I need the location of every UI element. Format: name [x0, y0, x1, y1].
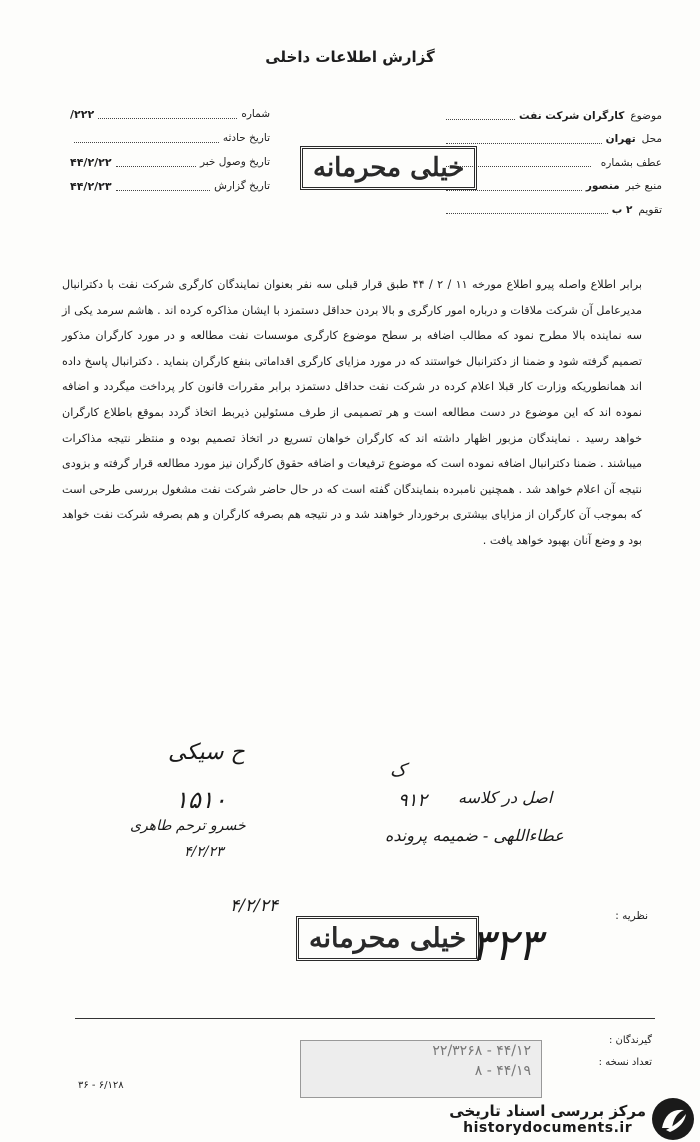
- watermark-text: [449, 1102, 646, 1136]
- meta-number-row: [70, 102, 270, 126]
- incident-date-label: تاریخ حادثه: [222, 132, 270, 144]
- evaluation-label: تقویم: [638, 203, 662, 216]
- dotted-line: [446, 135, 602, 144]
- watermark-line-1: مرکز بررسی اسناد تاریخی: [449, 1102, 646, 1120]
- meta-subject-row: [442, 104, 662, 128]
- dotted-line: [446, 111, 515, 120]
- number-label: شماره: [241, 108, 270, 120]
- evaluation-value: ۲ ب: [611, 203, 633, 216]
- distribution-stamp-box: [300, 1040, 542, 1098]
- report-date-label: تاریخ گزارش: [214, 180, 270, 192]
- number-value: ۲۲۲/: [70, 107, 95, 121]
- location-value: تهران: [605, 133, 636, 146]
- reference-label: عطف بشماره: [600, 156, 662, 169]
- meta-evaluation-row: [442, 198, 662, 222]
- dotted-line: [116, 182, 211, 191]
- recipients-block: [599, 1030, 652, 1074]
- meta-left-block: [70, 102, 270, 198]
- meta-incident-date-row: [70, 126, 270, 150]
- copies-label: تعداد نسخه :: [598, 1057, 652, 1068]
- location-label: محل: [641, 133, 662, 146]
- subject-label: موضوع: [630, 109, 662, 122]
- handwritten-date-2: ۴/۲/۲۴: [230, 896, 278, 916]
- meta-report-date-row: [70, 174, 270, 198]
- subject-value: کارگران شرکت نفت: [519, 109, 625, 122]
- document-code: ۳۶ - ۶/۱۲۸: [78, 1080, 124, 1091]
- dotted-line: [74, 134, 219, 143]
- distribution-line-1: ۲۲/۳۲۶۸ - ۴۴/۱۲: [432, 1043, 531, 1059]
- handwritten-signature: ح سیکی: [168, 740, 245, 765]
- handwritten-date: ۴/۲/۲۳: [184, 844, 224, 860]
- watermark-line-2: historydocuments.ir: [463, 1120, 633, 1136]
- report-paragraph: برابر اطلاع واصله پیرو اطلاع مورخه ۱۱ / ۲ / ۴۴ طبق قرار قبلی سه نفر بعنوان نمایندگان کارگری شرکت نفت با دکترانبال مدیرعامل آن شرکت ملاقات و درباره امور کارگری و بالا بردن حداقل دستمزد با ایشان مذاکره کرده اند . هاشم سرمد یکی از سه نماینده بالا مطرح نمود که مطالب اضافه بر سطح موضوع کارگری موسسات نفت مطالعه و در مورد کارگران مذکور تصمیم گرفته شود و ضمنا از دکترانبال خواستند که در مورد مزایای کارگری اقداماتی بنفع کارگران بنماید . دکترانبال پاسخ داده اند همانطوریکه وزارت کار قبلا اعلام کرده در شرکت نفت حداقل دستمزد برابر مقررات قانون کار پرداخت میگردد و اضافه نموده اند که این موضوع در دست مطالعه است و هر تصمیمی از طرف مسئولین ذیربط اتخاذ گردد بموقع باطلاع کارگران خواهد رسید . نمایندگان مزبور اظهار داشته اند که کارگران خواهان تسریع در اتخاذ تصمیم بوده و منتظر نتیجه مذاکرات میباشند . ضمنا دکترانبال اضافه نموده است که موضوع ترفیعات و اضافه حقوق کارگران نیز مورد مطالعه قرار گرفته و بزودی نتیجه آن اعلام خواهد شد . همچنین نامبرده بنمایندگان گفته است که در حال حاضر شرکت نفت مشغول بررسی طرحی است که بموجب آن کارگران از مزایای بیشتری برخوردار خواهند شد و در نتیجه هم بصرفه کارگران و هم بصرفه شرکت نفت خواهد بود و وضع آنان بهبود خواهد یافت .: [62, 278, 643, 547]
- dotted-line: [98, 110, 237, 119]
- recipients-label: گیرندگان :: [608, 1035, 652, 1046]
- archive-logo-icon: [652, 1098, 694, 1140]
- handwritten-note: خسرو ترحم طاهری: [130, 818, 246, 834]
- meta-news-received-row: [70, 150, 270, 174]
- handwritten-large-number: ۳۲۳: [470, 920, 541, 971]
- watermark: [424, 1096, 694, 1142]
- dotted-line: [116, 158, 196, 167]
- dotted-line: [446, 205, 608, 214]
- source-value: منصور: [585, 180, 620, 193]
- confidential-stamp-bottom: خیلی محرمانه: [296, 916, 479, 961]
- handwritten-asl: اصل در کلاسه: [458, 788, 553, 807]
- handwritten-ref-letter: ک: [390, 760, 407, 781]
- news-received-value: ۴۴/۲/۲۲: [70, 155, 112, 169]
- report-date-value: ۴۴/۲/۲۳: [70, 179, 112, 193]
- confidential-stamp-top: خیلی محرمانه: [300, 146, 477, 190]
- footer-divider: [75, 1018, 655, 1019]
- handwritten-number: ۱۵۱۰: [175, 786, 227, 814]
- report-body: [62, 272, 642, 554]
- opinion-label: نظریه :: [615, 910, 648, 922]
- distribution-line-2: ۸ - ۴۴/۱۹: [474, 1063, 531, 1079]
- document-title: گزارش اطلاعات داخلی: [265, 48, 435, 66]
- source-label: منبع خبر: [625, 180, 662, 193]
- news-received-label: تاریخ وصول خبر: [199, 156, 270, 168]
- handwritten-ref-number: ۹۱۲: [398, 790, 428, 811]
- handwritten-names: عطاءاللهی - ضمیمه پرونده: [385, 826, 564, 845]
